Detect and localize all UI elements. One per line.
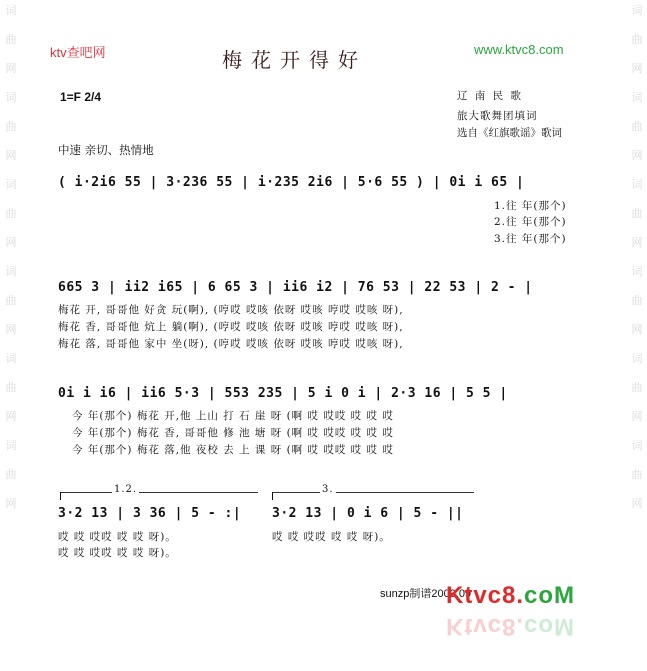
verse-intro-2: 2.往 年(那个) [494,216,567,228]
site-logo-main: Ktvc8. [446,582,525,609]
lyric-row-2-verse-3: 梅花 落, 哥哥他 家中 坐(呀), (哼哎 哎咳 依呀 哎咳 哼哎 哎咳 呀), [58,338,404,350]
brand-right: www.ktvc8.com [474,42,564,57]
lyric-row-3-verse-1: 今 年(那个) 梅花 开,他 上山 打 石 崖 呀 (啊 哎 哎哎 哎 哎 哎 [72,410,394,422]
site-logo-tail: coM [524,582,576,609]
brand-left: ktv查吧网 [50,45,106,60]
lyric-row-4-ending-2: 哎 哎 哎哎 哎 哎 呀)。 [272,531,391,543]
lyric-row-3-verse-3: 今 年(那个) 梅花 落,他 夜校 去 上 课 呀 (啊 哎 哎哎 哎 哎 哎 [72,444,394,456]
key-signature: 1=F 2/4 [60,90,102,104]
credit-lyricist: 旅大歌舞团填词 [457,110,538,122]
song-title: 梅花开得好 [222,48,367,72]
site-logo [446,582,575,610]
volta-label-2: 3. [322,484,334,495]
verse-intro-1: 1.往 年(那个) [494,200,567,212]
notation-row-1: ( i·2i6 55 | 3·236 55 | i·235 2i6 | 5·6 55 ) | 0i i 65 | [58,175,525,190]
site-logo-reflection: Ktvc8.coM [446,613,576,640]
watermark-right: 词 曲 网 词 曲 网 词 曲 网 词 曲 网 词 曲 网 词 曲 网 [631,4,643,510]
notation-row-2: 665 3 | ii2 i65 | 6 65 3 | ii6 i2 | 76 53 | 22 53 | 2 - | [58,280,533,295]
watermark-left: 词 曲 网 词 曲 网 词 曲 网 词 曲 网 词 曲 网 词 曲 网 [5,4,17,510]
notation-row-3: 0i i i6 | ii6 5·3 | 553 235 | 5 i 0 i | 2·3 16 | 5 5 | [58,386,508,401]
lyric-row-4-ending-1-a: 哎 哎 哎哎 哎 哎 呀)。 [58,531,177,543]
credit-source: 选自《红旗歌谣》歌词 [457,127,562,139]
volta-label-1: 1.2. [114,484,138,495]
lyric-row-3-verse-2: 今 年(那个) 梅花 香, 哥哥他 修 池 塘 呀 (啊 哎 哎哎 哎 哎 哎 [72,427,394,439]
volta-bracket-1 [60,492,258,493]
volta-bracket-2-start [272,492,273,500]
notation-row-4-first-ending: 3·2 13 | 3 36 | 5 - :| [58,506,242,521]
credit-origin: 辽 南 民 歌 [457,90,524,102]
volta-bracket-2 [272,492,474,493]
notation-row-4-second-ending: 3·2 13 | 0 i 6 | 5 - || [272,506,464,521]
maker-credit: sunzp制谱2009.09 [380,588,472,600]
volta-bracket-1-end [60,492,61,500]
lyric-row-4-ending-1-b: 哎 哎 哎哎 哎 哎 呀)。 [58,547,177,559]
lyric-row-2-verse-1: 梅花 开, 哥哥他 好贪 玩(啊), (哼哎 哎咳 依呀 哎咳 哼哎 哎咳 呀), [58,304,404,316]
tempo-marking: 中速 亲切、热情地 [58,143,154,157]
verse-intro-3: 3.往 年(那个) [494,233,567,245]
lyric-row-2-verse-2: 梅花 香, 哥哥他 炕上 躺(啊), (哼哎 哎咳 依呀 哎咳 哼哎 哎咳 呀), [58,321,404,333]
